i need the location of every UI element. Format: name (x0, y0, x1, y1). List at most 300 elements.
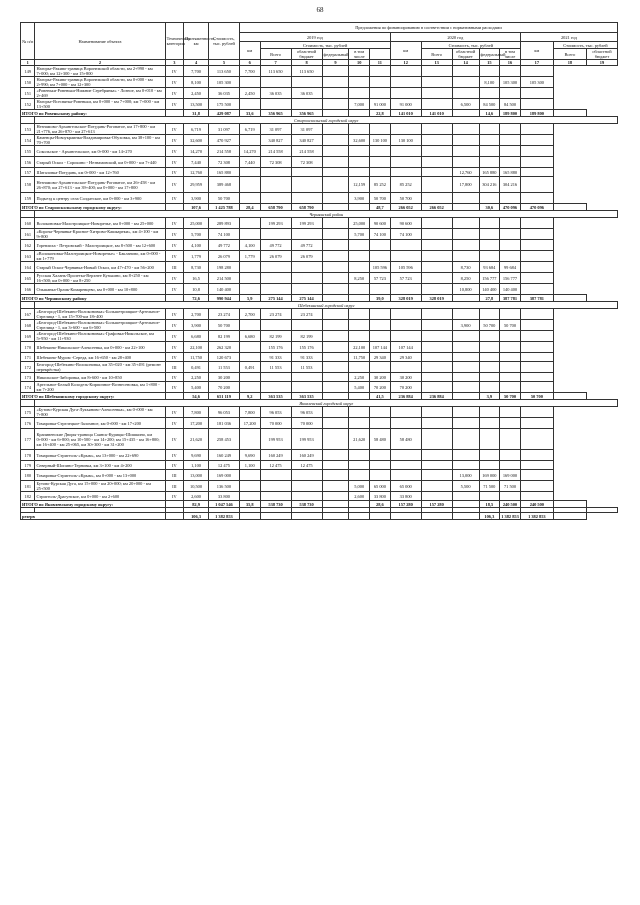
table-cell (452, 393, 479, 400)
table-cell (322, 124, 349, 135)
table-cell: 22,8 (370, 110, 391, 117)
table-cell: 23 274 (291, 309, 322, 320)
table-cell (390, 124, 421, 135)
table-cell (520, 284, 553, 295)
table-cell: 1 382 853 (208, 513, 239, 520)
table-cell (260, 470, 291, 481)
table-cell (349, 320, 370, 331)
table-cell (452, 382, 479, 393)
table-cell (21, 211, 35, 218)
table-cell: 33 800 (390, 492, 421, 501)
table-cell: Сокольское - Архангельское, км 0+000 - км 14+270 (35, 146, 165, 157)
table-cell: 72 308 (291, 157, 322, 168)
table-cell: 74 100 (370, 229, 391, 240)
table-cell: 70 200 (370, 382, 391, 393)
table-cell: 31 097 (208, 124, 239, 135)
table-cell: 93 684 (479, 262, 500, 273)
table-cell (390, 284, 421, 295)
table-cell: 140 400 (208, 284, 239, 295)
table-cell: Бутово-Курская Дуга, км 15+000 - км 20+000; км 20+000 - км 25+500 (35, 481, 165, 492)
table-cell (520, 240, 553, 251)
table-cell: IV (165, 251, 184, 262)
table-cell: Волоконовка-Малотроицкое-Новоречье, км 0+000 - км 25+000 (35, 218, 165, 229)
table-cell (421, 309, 452, 320)
table-cell: 150 (21, 77, 35, 88)
table-cell: 23 274 (260, 309, 291, 320)
table-row (21, 262, 618, 273)
table-cell (239, 481, 260, 492)
table-cell: 151 (21, 88, 35, 99)
table-cell: 538 730 (291, 501, 322, 508)
table-cell: 84 500 (500, 99, 521, 110)
table-cell (452, 407, 479, 418)
table-cell (291, 492, 322, 501)
table-cell: 175 (21, 407, 35, 418)
table-cell (239, 342, 260, 353)
table-cell (322, 157, 349, 168)
table-cell: 107,6 (184, 204, 209, 211)
table-cell: 54,6 (184, 393, 209, 400)
table-cell (239, 284, 260, 295)
table-cell (239, 135, 260, 146)
table-cell: 48,7 (370, 204, 391, 211)
table-cell (452, 110, 479, 117)
table-cell: III (165, 262, 184, 273)
table-cell: 6,680 (239, 331, 260, 342)
table-cell: Шебекинский городской округ (35, 302, 618, 309)
table-cell: ИТОГО по Шебекинскому городскому округу: (21, 393, 166, 400)
table-cell (370, 168, 391, 177)
table-cell (239, 320, 260, 331)
table-cell: 160 249 (260, 450, 291, 461)
table-cell (322, 193, 349, 204)
table-cell (260, 481, 291, 492)
column-number: 12 (390, 60, 421, 66)
table-cell: IV (165, 373, 184, 382)
table-row (21, 382, 618, 393)
table-cell (390, 450, 421, 461)
table-cell: 30 200 (208, 373, 239, 382)
table-cell: 2,600 (184, 492, 209, 501)
table-cell: 50 700 (390, 193, 421, 204)
table-cell (479, 429, 500, 450)
table-cell (500, 240, 521, 251)
table-cell (165, 393, 184, 400)
header-name: Наименование объекта (35, 23, 165, 60)
table-cell: «Волоконовка-Малотроицкое-Новоречье» - Бакланово, км 0+000 - км 1+779 (35, 251, 165, 262)
table-cell (390, 146, 421, 157)
table-cell: Нагорье-Ракиво-граница Воронежской области, км 0+000 - км 2+990; км 7+000 - км 12+300 (35, 77, 165, 88)
table-cell: 7,440 (184, 157, 209, 168)
table-cell: 36 035 (260, 88, 291, 99)
table-cell (291, 470, 322, 481)
table-cell: 157 280 (421, 501, 452, 508)
table-cell: 17,200 (239, 418, 260, 429)
table-cell: 167 (21, 309, 35, 320)
table-cell (520, 251, 553, 262)
table-cell: 11 553 (291, 362, 322, 373)
table-cell: 10,8 (184, 284, 209, 295)
table-cell: 1 382 853 (520, 513, 553, 520)
table-cell (349, 124, 370, 135)
table-cell (349, 362, 370, 373)
table-cell: Подъезд к центру села Солдатское, км 0+000 - км 3+900 (35, 193, 165, 204)
table-cell (421, 177, 452, 193)
table-cell: 50 700 (500, 393, 521, 400)
table-cell (390, 331, 421, 342)
table-cell (370, 124, 391, 135)
table-cell: 429 087 (208, 110, 239, 117)
table-cell (349, 513, 370, 520)
table-cell: 356 965 (291, 110, 322, 117)
table-cell: 136 500 (208, 481, 239, 492)
table-cell: 70 000 (291, 418, 322, 429)
column-number: 1 (21, 60, 35, 66)
table-cell (291, 284, 322, 295)
table-cell: IV (165, 88, 184, 99)
table-cell: 6,680 (184, 331, 209, 342)
table-cell: 21,620 (349, 429, 370, 450)
table-cell: 163 (21, 251, 35, 262)
table-cell (452, 362, 479, 373)
table-cell (520, 492, 553, 501)
table-row (21, 88, 618, 99)
table-cell (520, 331, 553, 342)
table-cell (260, 320, 291, 331)
table-cell (260, 273, 291, 284)
table-cell: Старый Оскол-Чернянка-Новый Оскол, км 47+470 - км 56+200 (35, 262, 165, 273)
table-cell (239, 382, 260, 393)
header-total-2021: Всего (553, 49, 586, 60)
table-cell: 3,900 (349, 193, 370, 204)
table-cell (479, 492, 500, 501)
table-cell: 166 (21, 284, 35, 295)
table-cell: 25,000 (184, 218, 209, 229)
table-cell (421, 429, 452, 450)
table-cell: 304 216 (500, 177, 521, 193)
table-cell: 7,700 (184, 66, 209, 77)
table-cell: «Белгород-Шебекино-Волоконовка»-Графовка-Никольское, км 5+950 - км 11+930 (35, 331, 165, 342)
table-cell (421, 353, 452, 362)
table-cell (520, 470, 553, 481)
table-cell: 12 475 (291, 461, 322, 470)
table-row (21, 99, 618, 110)
table-cell: 28,6 (370, 501, 391, 508)
table-cell (322, 470, 349, 481)
table-cell: 8,730 (452, 262, 479, 273)
table-cell: 169 (21, 331, 35, 342)
table-cell (322, 77, 349, 88)
table-cell: IV (165, 284, 184, 295)
table-cell (349, 88, 370, 99)
table-cell: 182 (21, 492, 35, 501)
table-cell: 199 953 (260, 429, 291, 450)
table-cell (421, 218, 452, 229)
table-cell: 84 500 (479, 99, 500, 110)
table-cell (421, 240, 452, 251)
table-cell (479, 407, 500, 418)
table-cell: IV (165, 382, 184, 393)
table-cell: 26 079 (208, 251, 239, 262)
table-cell (421, 320, 452, 331)
table-cell (390, 157, 421, 168)
column-number: 15 (479, 60, 500, 66)
table-cell: 658 790 (291, 204, 322, 211)
table-cell (500, 193, 521, 204)
table-cell: 57 723 (370, 273, 391, 284)
table-cell: 107 144 (370, 342, 391, 353)
table-cell: 2,600 (349, 492, 370, 501)
table-row (21, 229, 618, 240)
table-cell: 4,100 (239, 240, 260, 251)
table-cell (370, 146, 391, 157)
table-cell: 170 (21, 342, 35, 353)
table-cell: 30 200 (370, 373, 391, 382)
table-cell: 85 252 (390, 177, 421, 193)
table-cell (239, 429, 260, 450)
table-cell: 36 035 (208, 88, 239, 99)
table-cell: Стригеоль-Драгунское, км 0+000 - км 2+600 (35, 492, 165, 501)
table-cell (520, 429, 553, 450)
table-cell: 13,000 (184, 470, 209, 481)
table-cell (370, 320, 391, 331)
table-cell: 199 293 (291, 218, 322, 229)
table-cell (479, 218, 500, 229)
table-cell: 174 (21, 382, 35, 393)
table-cell (452, 251, 479, 262)
table-cell (452, 146, 479, 157)
table-cell: 105 300 (208, 77, 239, 88)
table-cell (260, 373, 291, 382)
table-cell: IV (165, 309, 184, 320)
table-cell: 328 019 (421, 295, 452, 302)
table-cell: 9,690 (184, 450, 209, 461)
table-cell (239, 77, 260, 88)
table-cell (239, 470, 260, 481)
table-cell: 106,3 (479, 513, 500, 520)
table-cell: «Ровеньки-Ровеньки-Нижние Серебрянка» - Лозное, км 0+010 - км 2+469 (35, 88, 165, 99)
table-cell: Нагорье-Всесвятка-Ровеньки, км 0+000 - км 7+000; км 7+000 - км 13+500 (35, 99, 165, 110)
table-cell: 4,100 (184, 240, 209, 251)
table-cell: 3,900 (184, 320, 209, 331)
table-cell: 152 (21, 99, 35, 110)
table-cell: 387 781 (500, 295, 521, 302)
table-cell: 85 252 (370, 177, 391, 193)
table-cell (291, 193, 322, 204)
table-cell: 1,100 (184, 461, 209, 470)
table-cell: 5,500 (452, 481, 479, 492)
table-row (21, 146, 618, 157)
table-cell: 1 382 853 (501, 513, 519, 519)
table-cell: 363 535 (291, 393, 322, 400)
table-cell (421, 273, 452, 284)
table-cell (260, 492, 291, 501)
table-cell: 8,730 (184, 262, 209, 273)
table-cell: 70 200 (208, 382, 239, 393)
table-cell: 275 144 (291, 295, 322, 302)
table-cell (370, 77, 391, 88)
total-row (21, 110, 618, 117)
table-cell: 96 053 (291, 407, 322, 418)
table-cell: 10,500 (184, 481, 209, 492)
table-cell (291, 168, 322, 177)
table-cell: 8,100 (479, 77, 500, 88)
table-cell (452, 204, 479, 211)
table-cell (370, 66, 391, 77)
table-cell: ИТОГО по Яковлевскому городскому округу: (21, 501, 166, 508)
table-cell: 199 953 (291, 429, 322, 450)
table-cell: 262 320 (208, 342, 239, 353)
table-cell (349, 110, 370, 117)
table-cell: 470 927 (208, 135, 239, 146)
table-cell (390, 251, 421, 262)
table-cell: IV (165, 218, 184, 229)
table-cell (322, 331, 349, 342)
table-cell: 2,700 (184, 309, 209, 320)
table-cell (322, 168, 349, 177)
table-cell: 50 700 (500, 320, 521, 331)
table-cell: 16,5 (184, 273, 209, 284)
header-cost-2019: Стоимость, тыс. рублей (260, 42, 390, 49)
table-cell (349, 470, 370, 481)
table-cell: 120 673 (208, 353, 239, 362)
table-cell (322, 218, 349, 229)
table-cell (452, 513, 479, 520)
table-cell (452, 77, 479, 88)
table-cell (370, 284, 391, 295)
table-cell: 181 036 (208, 418, 239, 429)
table-cell: IV (165, 193, 184, 204)
table-cell (520, 320, 553, 331)
table-cell: 18,5 (479, 501, 500, 508)
table-cell: 105 596 (370, 262, 391, 273)
column-number: 13 (421, 60, 452, 66)
table-cell: 236 884 (390, 393, 421, 400)
table-cell: IV (165, 353, 184, 362)
table-cell: 72 308 (208, 157, 239, 168)
table-cell: 9,2 (239, 393, 260, 400)
table-cell: 356 965 (260, 110, 291, 117)
table-cell (520, 88, 553, 99)
table-cell: IV (165, 66, 184, 77)
table-cell (165, 110, 184, 117)
table-cell: 164 (21, 262, 35, 273)
header-incl-2019: в том числе (349, 49, 370, 60)
table-cell: 33 800 (208, 492, 239, 501)
table-cell: 5,400 (184, 382, 209, 393)
table-cell (421, 99, 452, 110)
header-year-2020: 2020 год (390, 33, 520, 42)
table-cell (322, 309, 349, 320)
table-cell: 12 475 (260, 461, 291, 470)
table-cell (500, 157, 521, 168)
table-cell (370, 309, 391, 320)
table-cell (370, 470, 391, 481)
table-cell: Северный-Шопино-Терновка, км 3+100 - км 4+200 (35, 461, 165, 470)
table-cell (421, 331, 452, 342)
table-cell: 91 000 (370, 99, 391, 110)
table-cell: 7,440 (239, 157, 260, 168)
column-number: 17 (520, 60, 553, 66)
table-cell: IV (165, 418, 184, 429)
table-row (21, 193, 618, 204)
table-cell (421, 373, 452, 382)
table-row (21, 135, 618, 146)
table-cell: «Короча-Чернянка-Красное-Хитрово-Кашкареки», км 4+100 - км 9+800 (35, 229, 165, 240)
table-cell (291, 273, 322, 284)
table-cell: 113 650 (260, 66, 291, 77)
table-cell (291, 382, 322, 393)
table-cell (322, 273, 349, 284)
table-cell (260, 99, 291, 110)
table-cell: 70 200 (390, 382, 421, 393)
table-cell (322, 177, 349, 193)
table-cell: 289 893 (208, 218, 239, 229)
total-row (21, 501, 618, 508)
table-cell: 82 199 (208, 331, 239, 342)
table-cell: 41,5 (370, 393, 391, 400)
table-cell (370, 88, 391, 99)
table-cell (452, 157, 479, 168)
table-cell: 141 010 (421, 110, 452, 117)
table-cell: 13,000 (452, 470, 479, 481)
table-cell (349, 157, 370, 168)
table-cell (421, 262, 452, 273)
table-cell: 236 884 (421, 393, 452, 400)
table-cell (322, 481, 349, 492)
table-cell (260, 513, 291, 520)
table-cell (452, 229, 479, 240)
table-cell (322, 342, 349, 353)
table-cell (520, 229, 553, 240)
table-cell (370, 157, 391, 168)
table-cell (291, 262, 322, 273)
table-cell (421, 88, 452, 99)
table-row (21, 320, 618, 331)
table-cell: 72 308 (260, 157, 291, 168)
table-cell: 58 480 (390, 429, 421, 450)
table-cell: IV (165, 407, 184, 418)
table-cell: 5,000 (349, 481, 370, 492)
table-cell (291, 229, 322, 240)
table-cell (390, 77, 421, 88)
table-cell (452, 429, 479, 450)
table-row (21, 309, 618, 320)
header-km-2020: км (390, 42, 421, 60)
table-cell (421, 251, 452, 262)
table-cell: 29 340 (370, 353, 391, 362)
table-cell (322, 135, 349, 146)
table-cell (479, 382, 500, 393)
table-cell: 105 596 (390, 262, 421, 273)
table-cell: 168 (21, 320, 35, 331)
table-cell (349, 393, 370, 400)
table-cell (500, 362, 521, 373)
table-cell (291, 481, 322, 492)
table-cell: 199 293 (260, 218, 291, 229)
table-cell: 155 176 (291, 342, 322, 353)
table-cell: 658 790 (260, 204, 291, 211)
table-cell (370, 362, 391, 373)
table-cell (322, 284, 349, 295)
table-cell: III (165, 362, 184, 373)
table-cell (500, 88, 521, 99)
table-cell (520, 418, 553, 429)
table-row (21, 77, 618, 88)
table-cell: 74 100 (208, 229, 239, 240)
table-cell (322, 513, 349, 520)
column-number: 4 (184, 60, 209, 66)
